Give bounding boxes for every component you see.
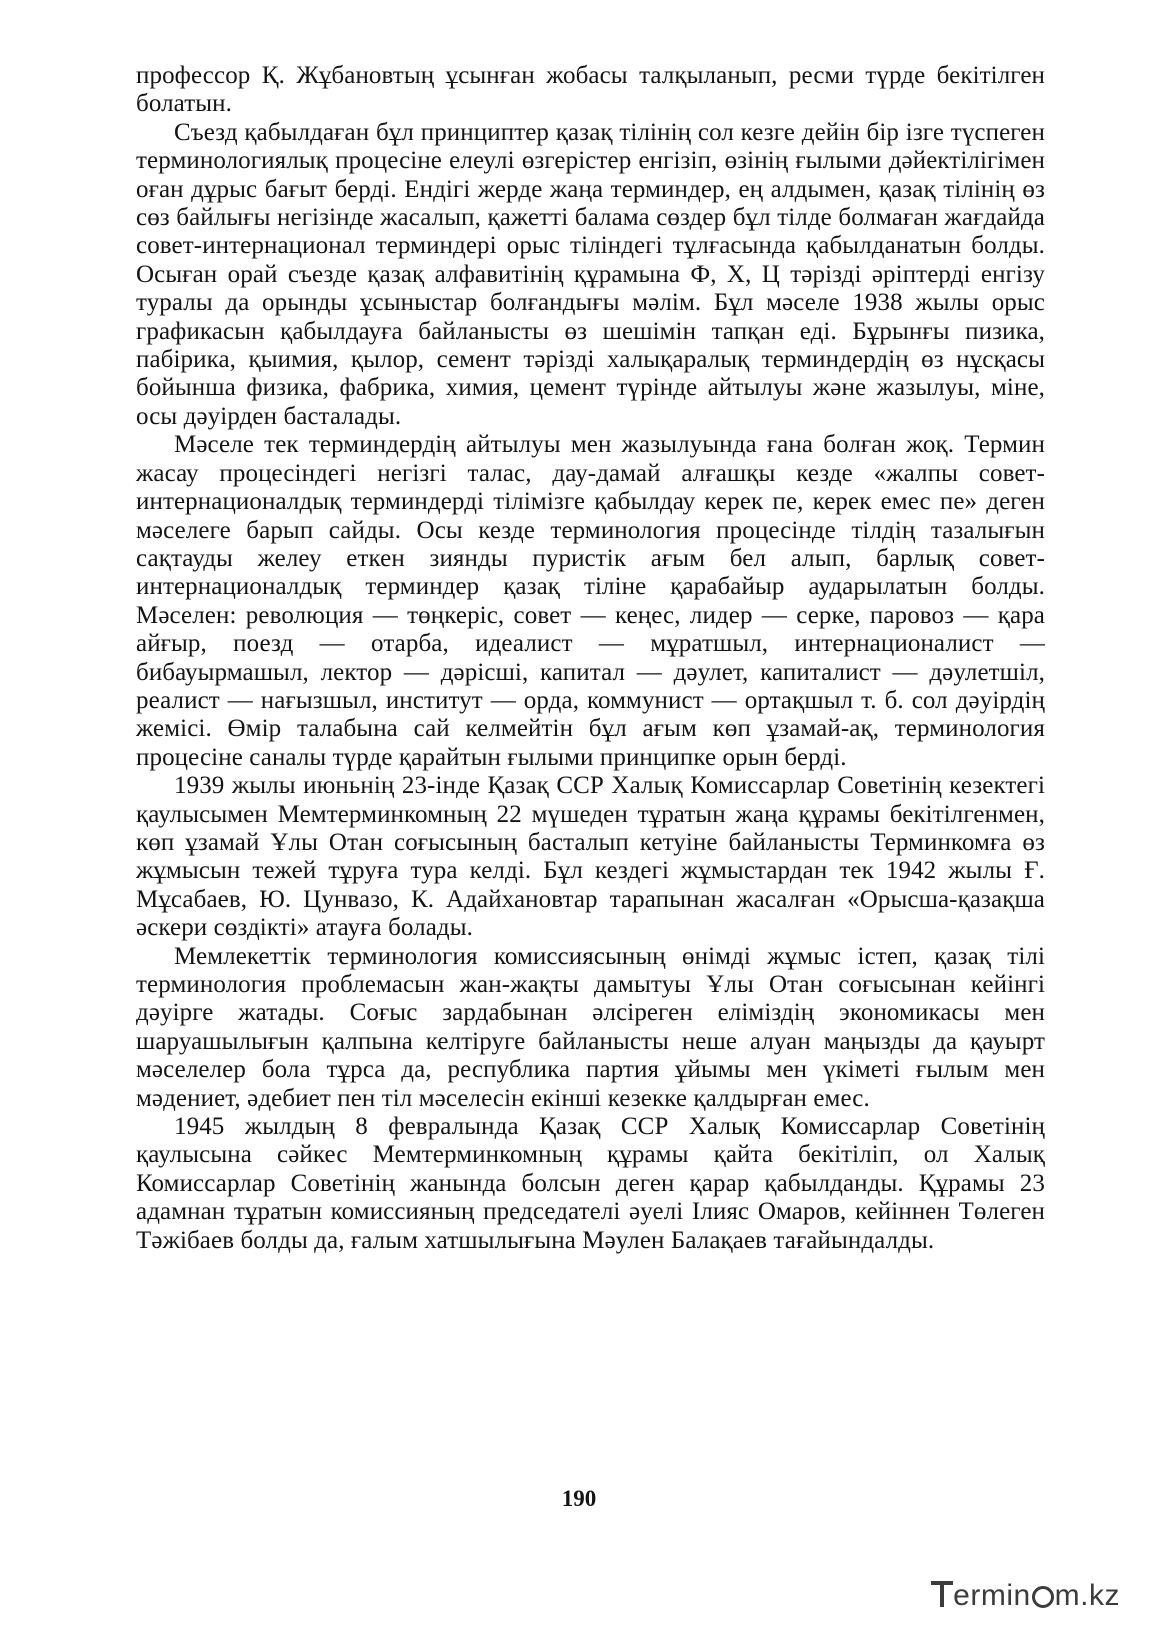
paragraph-1: профессор Қ. Жұбановтың ұсынған жобасы талқыланып, ресми түрде бекітілген болатын. — [136, 62, 1045, 118]
o-circle-logo-icon — [1032, 1586, 1054, 1608]
watermark-logo — [931, 1579, 1120, 1613]
paragraph-6: 1945 жылдың 8 февралында Қазақ ССР Халық Комиссарлар Советінің қаулысына сәйкес Мемтерминкомның құрамы қайта бекітіліп, ол Халық Комиссарлар Советінің жанында болсын деген қарар қабылданды. Құрамы 23 адамнан тұратын комиссияның председателі әуелі Ілияс Омаров, кейіннен Төлеген Тәжібаев болды да, ғалым хатшылығына Мәулен Балақаев тағайындалды. — [136, 1113, 1045, 1254]
paragraph-2: Съезд қабылдаған бұл принциптер қазақ тілінің сол кезге дейін бір ізге түспеген терминологиялық процесіне елеулі өзгерістер енгізіп, өзінің ғылыми дәйектілігімен оған дұрыс бағыт берді. Ендігі жерде жаңа терминдер, ең алдымен, қазақ тілінің өз сөз байлығы негізінде жасалып, қажетті балама сөздер бұл тілде болмаған жағдайда совет-интернационал терминдері орыс тіліндегі тұлғасында қабылданатын болды. Осыған орай съезде қазақ алфавитінің құрамына Ф, Х, Ц тәрізді әріптерді енгізу туралы да орынды ұсыныстар болғандығы мәлім. Бұл мәселе 1938 жылы орыс графикасын қабылдауға байланысты өз шешімін тапқан еді. Бұрынғы пизика, пабірика, қыимия, қылор, семент тәрізді халықаралық терминдердің өз нұсқасы бойынша физика, фабрика, химия, цемент түрінде айтылуы және жазылуы, міне, осы дәуірден басталады. — [136, 118, 1045, 430]
watermark-text-before: ermin — [953, 1579, 1031, 1612]
t-letter-logo-icon — [931, 1579, 953, 1609]
watermark-text-after: m.kz — [1054, 1579, 1120, 1612]
paragraph-4: 1939 жылы июньнің 23-інде Қазақ ССР Халық Комиссарлар Советінің кезектегі қаулысымен Мемтерминкомның 22 мүшеден тұратын жаңа құрамы бекітілгенмен, көп ұзамай Ұлы Отан соғысының басталып кетуіне байланысты Терминкомға өз жұмысын тежей тұруға тура келді. Бұл кездегі жұмыстардан тек 1942 жылы Ғ. Мұсабаев, Ю. Цунвазо, К. Адайхановтар тарапынан жасалған «Орысша-қазақша әскери сөздікті» атауға болады. — [136, 772, 1045, 942]
document-body — [136, 62, 1045, 1255]
paragraph-3: Мәселе тек терминдердің айтылуы мен жазылуында ғана болған жоқ. Термин жасау процесіндегі негізгі талас, дау-дамай алғашқы кезде «жалпы совет-интернационалдық терминдерді тілімізге қабылдау керек пе, керек емес пе» деген мәселеге барып сайды. Осы кезде терминология процесінде тілдің тазалығын сақтауды желеу еткен зиянды пуристік ағым бел алып, барлық совет-интернационалдық терминдер қазақ тіліне қарабайыр аударылатын болды. Мәселен: революция — төңкеріс, совет — кеңес, лидер — серке, паровоз — қара айғыр, поезд — отарба, идеалист — мұратшыл, интернационалист — бибауырмашыл, лектор — дәрісші, капитал — дәулет, капиталист — дәулетшіл, реалист — нағызшыл, институт — орда, коммунист — ортақшыл т. б. сол дәуірдің жемісі. Өмір талабына сай келмейтін бұл ағым көп ұзамай-ақ, терминология процесіне саналы түрде қарайтын ғылыми принципке орын берді. — [136, 431, 1045, 771]
page-number: 190 — [561, 1486, 597, 1511]
paragraph-5: Мемлекеттік терминология комиссиясының өнімді жұмыс істеп, қазақ тілі терминология проблемасын жан-жақты дамытуы Ұлы Отан соғысынан кейінгі дәуірге жатады. Соғыс зардабынан әлсіреген еліміздің экономикасы мен шаруашылығын қалпына келтіруге байланысты неше алуан маңызды да қауырт мәселелер бола тұрса да, республика партия ұйымы мен үкіметі ғылым мен мәдениет, әдебиет пен тіл мәселесін екінші кезекке қалдырған емес. — [136, 942, 1045, 1112]
